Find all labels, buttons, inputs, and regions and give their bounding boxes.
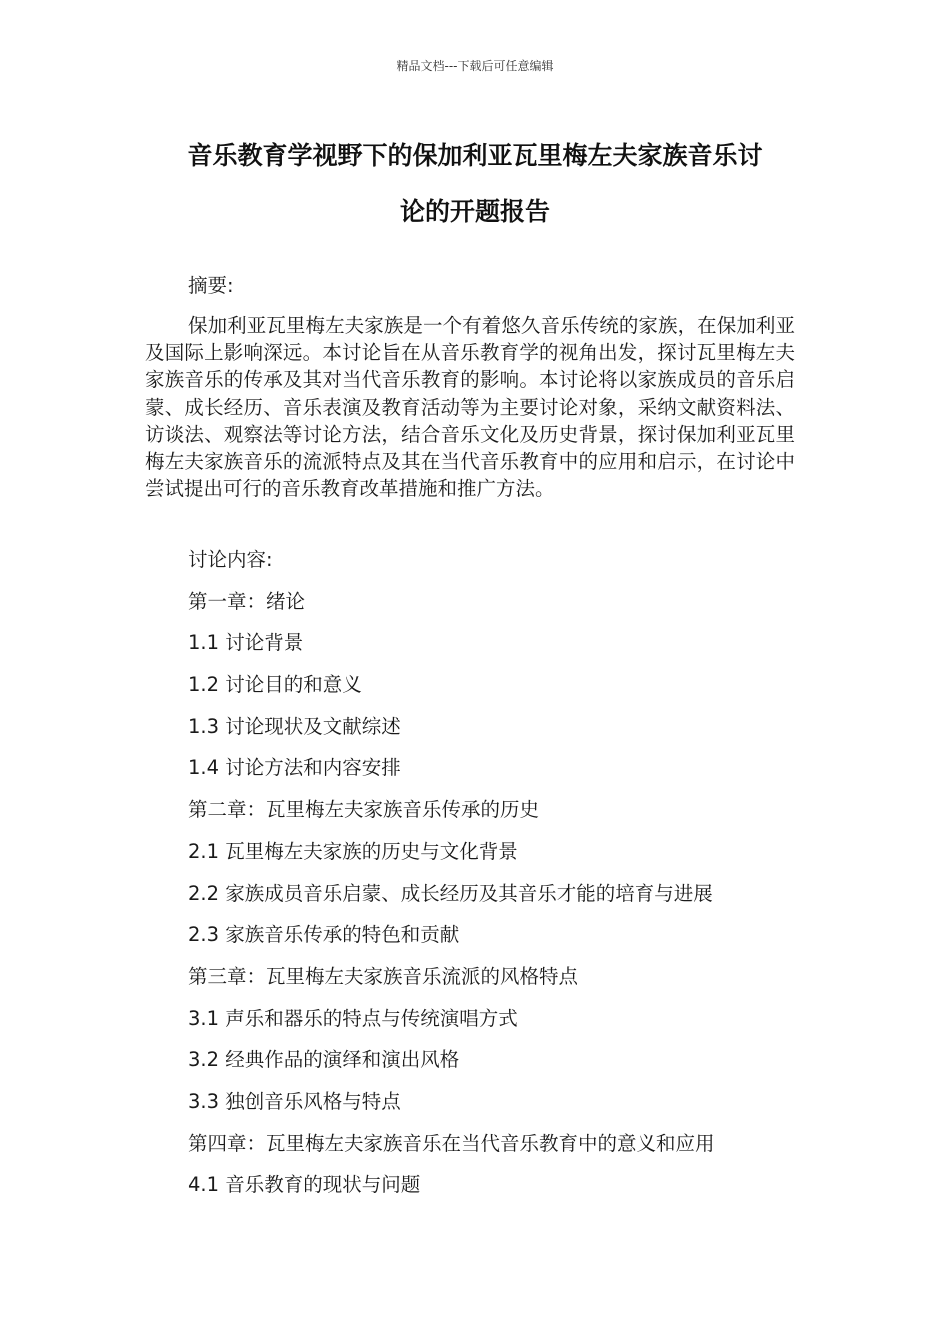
outline-item-2-2: 2.2 家族成员音乐启蒙、成长经历及其音乐才能的培育与进展	[188, 881, 713, 905]
outline-item-1-2: 1.2 讨论目的和意义	[188, 673, 362, 697]
outline-item-2-3: 2.3 家族音乐传承的特色和贡献	[188, 923, 460, 947]
header-note: 精品文档---下载后可任意编辑	[396, 59, 554, 73]
outline-item-3-1: 3.1 声乐和器乐的特点与传统演唱方式	[188, 1006, 518, 1030]
outline-item-1-1: 1.1 讨论背景	[188, 631, 304, 655]
abstract-label: 摘要:	[188, 274, 234, 297]
outline-heading: 讨论内容:	[188, 548, 273, 571]
outline-chapter-3: 第三章：瓦里梅左夫家族音乐流派的风格特点	[188, 964, 579, 988]
document-title	[145, 128, 805, 240]
outline-item-3-3: 3.3 独创音乐风格与特点	[188, 1089, 401, 1113]
outline-chapter-4: 第四章：瓦里梅左夫家族音乐在当代音乐教育中的意义和应用	[188, 1131, 715, 1155]
outline-item-1-3: 1.3 讨论现状及文献综述	[188, 714, 401, 738]
outline-chapter-2: 第二章：瓦里梅左夫家族音乐传承的历史	[188, 798, 540, 822]
outline-item-1-4: 1.4 讨论方法和内容安排	[188, 756, 401, 780]
title-line-1: 音乐教育学视野下的保加利亚瓦里梅左夫家族音乐讨	[187, 141, 763, 170]
outline-item-3-2: 3.2 经典作品的演绎和演出风格	[188, 1048, 460, 1072]
outline-item-4-1: 4.1 音乐教育的现状与问题	[188, 1173, 421, 1197]
abstract-paragraph: 保加利亚瓦里梅左夫家族是一个有着悠久音乐传统的家族，在保加利亚及国际上影响深远。本讨论旨在从音乐教育学的视角出发，探讨瓦里梅左夫家族音乐的传承及其对当代音乐教育的影响。本讨论将以家族成员的音乐启蒙、成长经历、音乐表演及教育活动等为主要讨论对象，采纳文献资料法、访谈法、观察法等讨论方法，结合音乐文化及历史背景，探讨保加利亚瓦里梅左夫家族音乐的流派特点及其在当代音乐教育中的应用和启示，在讨论中尝试提出可行的音乐教育改革措施和推广方法。	[145, 314, 795, 501]
outline-item-2-1: 2.1 瓦里梅左夫家族的历史与文化背景	[188, 839, 518, 863]
title-line-2: 论的开题报告	[399, 197, 550, 226]
outline-list	[188, 546, 808, 1213]
outline-chapter-1: 第一章：绪论	[188, 589, 306, 613]
